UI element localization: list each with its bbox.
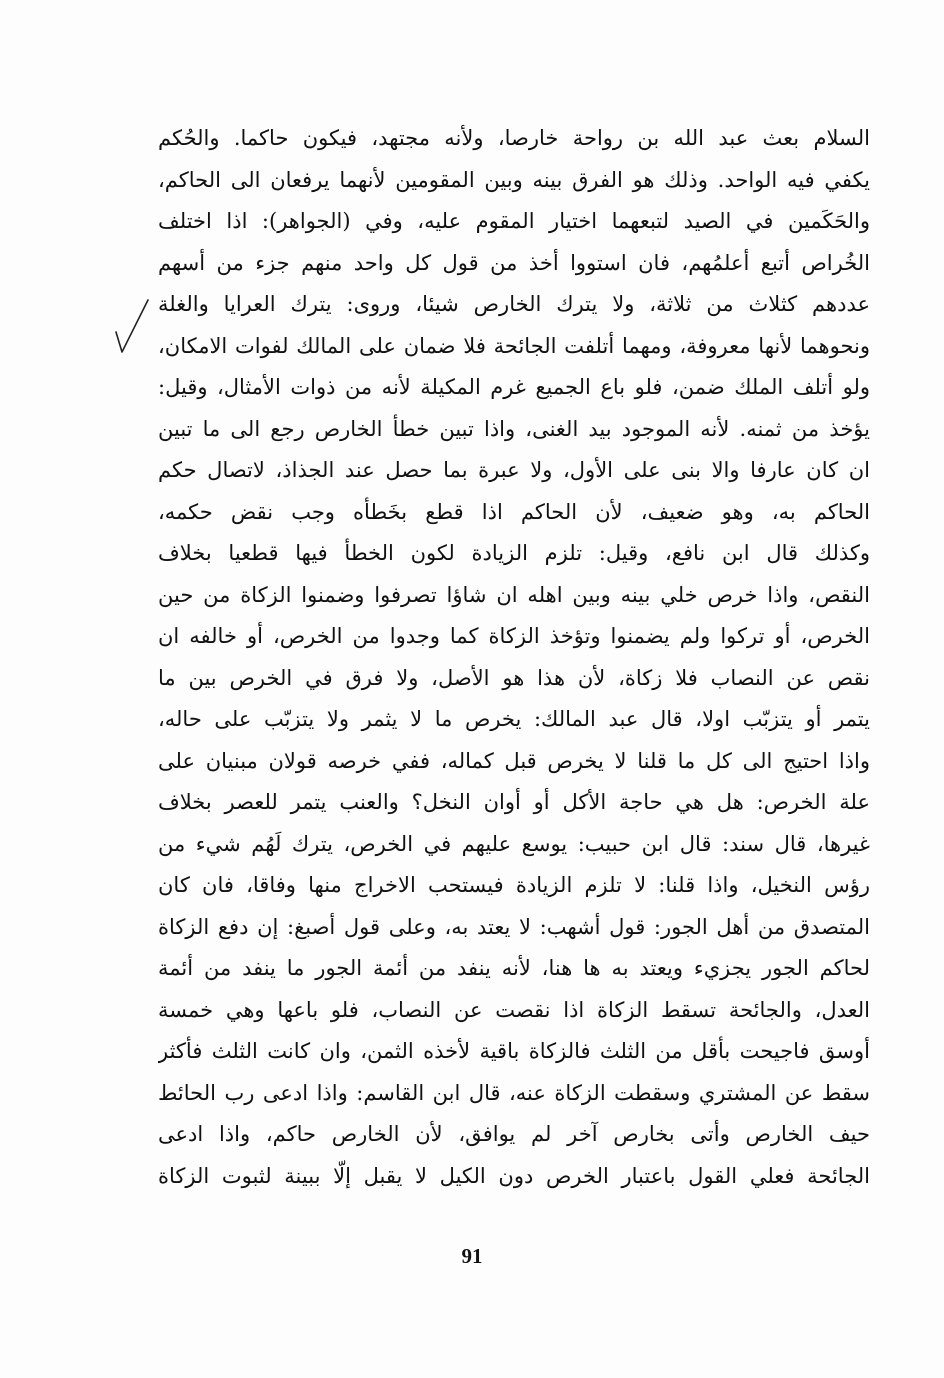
text-line-14: نقص عن النصاب فلا زكاة، لأن هذا هو الأصل، ولا فرق في الخرص بين ما	[158, 665, 870, 690]
text-line-6: ونحوهما لأنها معروفة، ومهما أتلفت الجائحة فلا ضمان على المالك لفوات الامكان،	[158, 333, 870, 358]
text-line-1: السلام بعث عبد الله بن رواحة خارصا، ولأنه مجتهد، فيكون حاكما. والحُكم	[158, 126, 870, 150]
text-line-23: أوسق فاجيحت بأقل من الثلث فالزكاة باقية لأخذه الثمن، وان كانت الثلث فأكثر	[158, 1039, 870, 1063]
page-number: 91	[461, 1244, 483, 1268]
text-line-19: رؤس النخيل، واذا قلنا: لا تلزم الزيادة فيستحب الاخراج منها وفاقا، فان كان	[158, 873, 870, 897]
text-line-11: وكذلك قال ابن نافع، وقيل: تلزم الزيادة لكون الخطأ فيها قطعيا بخلاف	[158, 541, 870, 565]
text-line-15: يتمر أو يتزبّب اولا، قال عبد المالك: يخرص ما لا يثمر ولا يتزبّب على حاله،	[158, 707, 870, 731]
body-text	[158, 118, 870, 1197]
text-line-3: والحَكَمين في الصيد لتبعهما اختيار المقوم عليه، وفي (الجواهر): اذا اختلف	[158, 209, 870, 233]
text-line-21: لحاكم الجور يجزيء ويعتد به ها هنا، لأنه ينفد من أئمة الجور ما ينفد من أئمة	[158, 956, 870, 980]
text-line-10: الحاكم به، وهو ضعيف، لأن الحاكم اذا قطع بخَطأه وجب نقض حكمه،	[158, 499, 870, 524]
text-line-12: النقص، واذا خرص خلي بينه وبين اهله ان شاؤا تصرفوا وضمنوا الزكاة من حين	[158, 582, 870, 607]
text-line-4: الخُراص أتبع أعلمُهم، فان استووا أخذ من قول كل واحد منهم جزء من أسهم	[158, 250, 870, 275]
text-line-2: يكفي فيه الواحد. وذلك هو الفرق بينه وبين المقومين لأنهما يرفعان الى الحاكم،	[158, 167, 870, 192]
text-line-17: علة الخرص: هل هي حاجة الأكل أو أوان النخل؟ والعنب يتمر للعصر بخلاف	[158, 790, 870, 814]
text-line-25: حيف الخارص وأتى بخارص آخر لم يوافق، لأن الخارص حاكم، واذا ادعى	[158, 1122, 870, 1146]
text-line-5: عددهم كثلاث من ثلاثة، ولا يترك الخارص شيئا، وروى: يترك العرايا والغلة	[158, 292, 870, 316]
text-line-22: العدل، والجائحة تسقط الزكاة اذا نقصت عن النصاب، فلو باعها وهي خمسة	[158, 997, 870, 1022]
text-line-8: يؤخذ من ثمنه. لأنه الموجود بيد الغنى، واذا تبين خطأ الخارص رجع الى ما تبين	[158, 416, 870, 441]
text-line-24: سقط عن المشتري وسقطت الزكاة عنه، قال ابن القاسم: واذا ادعى رب الحائط	[158, 1080, 870, 1105]
checkmark-icon	[112, 296, 152, 356]
text-line-7: ولو أتلف الملك ضمن، فلو باع الجميع غرم المكيلة لأنه من ذوات الأمثال، وقيل:	[158, 375, 870, 399]
text-line-13: الخرص، أو تركوا ولم يضمنوا وتؤخذ الزكاة كما وجدوا من الخرص، أو خالفه ان	[158, 624, 870, 648]
text-line-18: غيرها، قال سند: قال ابن حبيب: يوسع عليهم في الخرص، يترك لَهُم شيء من	[158, 831, 870, 856]
text-line-26: الجائحة فعلي القول باعتبار الخرص دون الكيل لا يقبل إلّا ببينة لثبوت الزكاة	[158, 1163, 870, 1188]
text-line-20: المتصدق من أهل الجور: قول أشهب: لا يعتد به، وعلى قول أصبغ: إن دفع الزكاة	[158, 914, 870, 939]
text-line-9: ان كان عارفا والا بنى على الأول، ولا عبرة بما حصل عند الجذاذ، لاتصال حكم	[158, 458, 870, 482]
text-line-16: واذا احتيج الى كل ما قلنا لا يخرص قبل كماله، ففي خرصه قولان مبنيان على	[158, 748, 870, 773]
